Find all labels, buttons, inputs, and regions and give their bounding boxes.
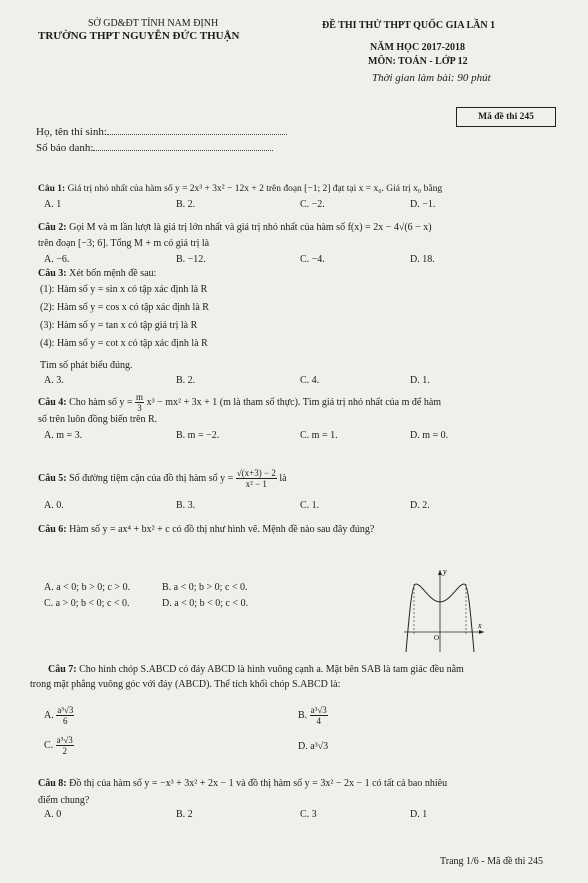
question-4 (38, 392, 441, 413)
question-8 (38, 778, 447, 789)
q5-frac-num: √(x+3) − 2 (236, 468, 276, 478)
q3-statement-3: (3): Hàm số y = tan x có tập giá trị là R (40, 320, 198, 331)
q4-fraction (135, 392, 144, 413)
q5-option-a: A. 0. (44, 500, 64, 511)
q2-option-b: B. −12. (176, 254, 206, 265)
q8-option-b: B. 2 (176, 809, 193, 820)
exam-title: ĐỀ THI THỬ THPT QUỐC GIA LẦN 1 (322, 20, 496, 31)
q3-text-line2: Tìm số phát biểu đúng. (40, 360, 133, 371)
question-label: Câu 3: (38, 268, 67, 279)
q1-option-d: D. −1. (410, 199, 436, 210)
q5-option-d: D. 2. (410, 500, 430, 511)
q7-c-fraction (56, 735, 74, 756)
page-footer: Trang 1/6 - Mã đề thi 245 (440, 856, 543, 867)
frac-num: a³√3 (56, 735, 73, 745)
candidate-id-label: Số báo danh: (36, 142, 94, 154)
candidate-name-label: Họ, tên thí sinh: (36, 126, 107, 138)
frac-den: 2 (62, 746, 67, 756)
q2-option-a: A. −6. (44, 254, 70, 265)
option-value: a³√3 (310, 741, 329, 752)
origin-label: O (434, 634, 440, 642)
q7-option-b (298, 705, 328, 726)
q4-option-b: B. m = −2. (176, 430, 220, 441)
q6-option-d: D. a < 0; b < 0; c < 0. (162, 598, 249, 609)
question-1 (38, 184, 442, 194)
q4-frac-num: m (136, 392, 144, 402)
exam-code-box: Mã đề thi 245 (456, 107, 556, 127)
question-label: Câu 8: (38, 778, 67, 789)
question-label: Câu 7: (48, 664, 77, 675)
q1-option-c: C. −2. (300, 199, 325, 210)
q5-frac-den: x² − 1 (245, 479, 267, 489)
q3-statement-2: (2): Hàm số y = cos x có tập xác định là R (40, 302, 209, 313)
x-axis-arrow (479, 630, 484, 634)
x-axis-label: x (478, 621, 482, 630)
question-label: Câu 2: (38, 222, 67, 233)
option-letter: C. (44, 739, 54, 751)
q8-option-c: C. 3 (300, 809, 317, 820)
option-letter: D. (298, 741, 308, 752)
candidate-id-dots (93, 150, 273, 151)
frac-den: 4 (316, 716, 321, 726)
question-5 (38, 468, 287, 489)
candidate-name-dots (107, 134, 287, 135)
question-text: Đồ thị của hàm số y = −x³ + 3x² + 2x − 1 và đồ thị hàm số y = 3x² − 2x − 1 có tất cả bao nhiêu (69, 778, 448, 789)
question-text-pre: Số đường tiệm cận của đồ thị hàm số y = (69, 472, 234, 484)
exam-time: Thời gian làm bài: 90 phút (372, 72, 491, 84)
question-3 (38, 268, 156, 279)
q2-option-d: D. 18. (410, 254, 435, 265)
school-name: TRƯỜNG THPT NGUYỄN ĐỨC THUẬN (38, 30, 240, 42)
q7-text-line2: trong mặt phẳng vuông góc với đáy (ABCD). Thể tích khối chóp S.ABCD là: (30, 679, 341, 690)
question-label: Câu 6: (38, 524, 67, 535)
q7-b-fraction (310, 705, 328, 726)
question-text: Cho hình chóp S.ABCD có đáy ABCD là hình vuông cạnh a. Mặt bên SAB là tam giác đều nằm (79, 664, 464, 675)
department-name: SỞ GD&ĐT TỈNH NAM ĐỊNH (88, 18, 219, 29)
q1-option-a: A. 1 (44, 199, 62, 210)
q2-text-line2: trên đoạn [−3; 6]. Tổng M + m có giá trị là (38, 238, 210, 249)
q4-frac-den: 3 (137, 403, 142, 413)
q6-option-b: B. a < 0; b > 0; c < 0. (162, 582, 248, 593)
question-label: Câu 4: (38, 396, 67, 408)
q7-option-d (298, 741, 328, 752)
option-letter: A. (44, 709, 54, 721)
question-text: Giá trị nhỏ nhất của hàm số y = 2x³ + 3x² − 12x + 2 trên đoạn [−1; 2] đạt tại x = x₀. Giá trị x₀ bằng (67, 184, 443, 194)
frac-den: 6 (63, 716, 68, 726)
q7-option-c (44, 735, 74, 756)
q8-option-a: A. 0 (44, 809, 62, 820)
option-letter: B. (298, 709, 308, 721)
q8-text-line2: điểm chung? (38, 795, 90, 806)
candidate-name-field (36, 126, 287, 138)
q2-option-c: C. −4. (300, 254, 325, 265)
question-text: Gọi M và m lần lượt là giá trị lớn nhất và giá trị nhỏ nhất của hàm số f(x) = 2x − 4√(6 − x) (69, 222, 432, 233)
q3-option-a: A. 3. (44, 375, 64, 386)
q8-option-d: D. 1 (410, 809, 428, 820)
frac-num: a³√3 (310, 705, 327, 715)
question-label: Câu 5: (38, 472, 67, 484)
q5-option-c: C. 1. (300, 500, 320, 511)
frac-num: a³√3 (57, 705, 74, 715)
question-label: Câu 1: (38, 184, 66, 194)
y-axis-label: y (443, 567, 447, 576)
question-text-post: là (279, 472, 287, 484)
y-axis-arrow (438, 570, 442, 575)
q5-option-b: B. 3. (176, 500, 196, 511)
q6-option-a: A. a < 0; b > 0; c > 0. (44, 582, 131, 593)
q5-fraction (236, 468, 277, 489)
q7-a-fraction (56, 705, 74, 726)
question-7 (48, 664, 464, 675)
q1-option-b: B. 2. (176, 199, 196, 210)
exam-year: NĂM HỌC 2017-2018 (370, 42, 465, 53)
q4-text-line2: số trên luôn đồng biến trên R. (38, 414, 158, 425)
q3-statement-4: (4): Hàm số y = cot x có tập xác định là R (40, 338, 208, 349)
q3-statement-1: (1): Hàm số y = sin x có tập xác định là R (40, 284, 208, 295)
q3-option-c: C. 4. (300, 375, 320, 386)
q3-option-d: D. 1. (410, 375, 430, 386)
q4-option-d: D. m = 0. (410, 430, 449, 441)
exam-subject: MÔN: TOÁN - LỚP 12 (368, 56, 468, 67)
question-text: Hàm số y = ax⁴ + bx² + c có đồ thị như hình vẽ. Mệnh đề nào sau đây đúng? (69, 524, 375, 535)
question-text-pre: Cho hàm số y = (69, 396, 133, 408)
question-2 (38, 222, 432, 233)
q6-function-graph (382, 566, 492, 656)
question-text: Xét bốn mệnh đề sau: (69, 268, 157, 279)
q4-option-a: A. m = 3. (44, 430, 83, 441)
q3-option-b: B. 2. (176, 375, 196, 386)
question-6 (38, 524, 374, 535)
candidate-id-field (36, 142, 273, 154)
q6-option-c: C. a > 0; b < 0; c < 0. (44, 598, 130, 609)
question-text-post: x³ − mx² + 3x + 1 (m là tham số thực). Tìm giá trị nhỏ nhất của m để hàm (146, 396, 442, 408)
q4-option-c: C. m = 1. (300, 430, 338, 441)
q7-option-a (44, 705, 74, 726)
